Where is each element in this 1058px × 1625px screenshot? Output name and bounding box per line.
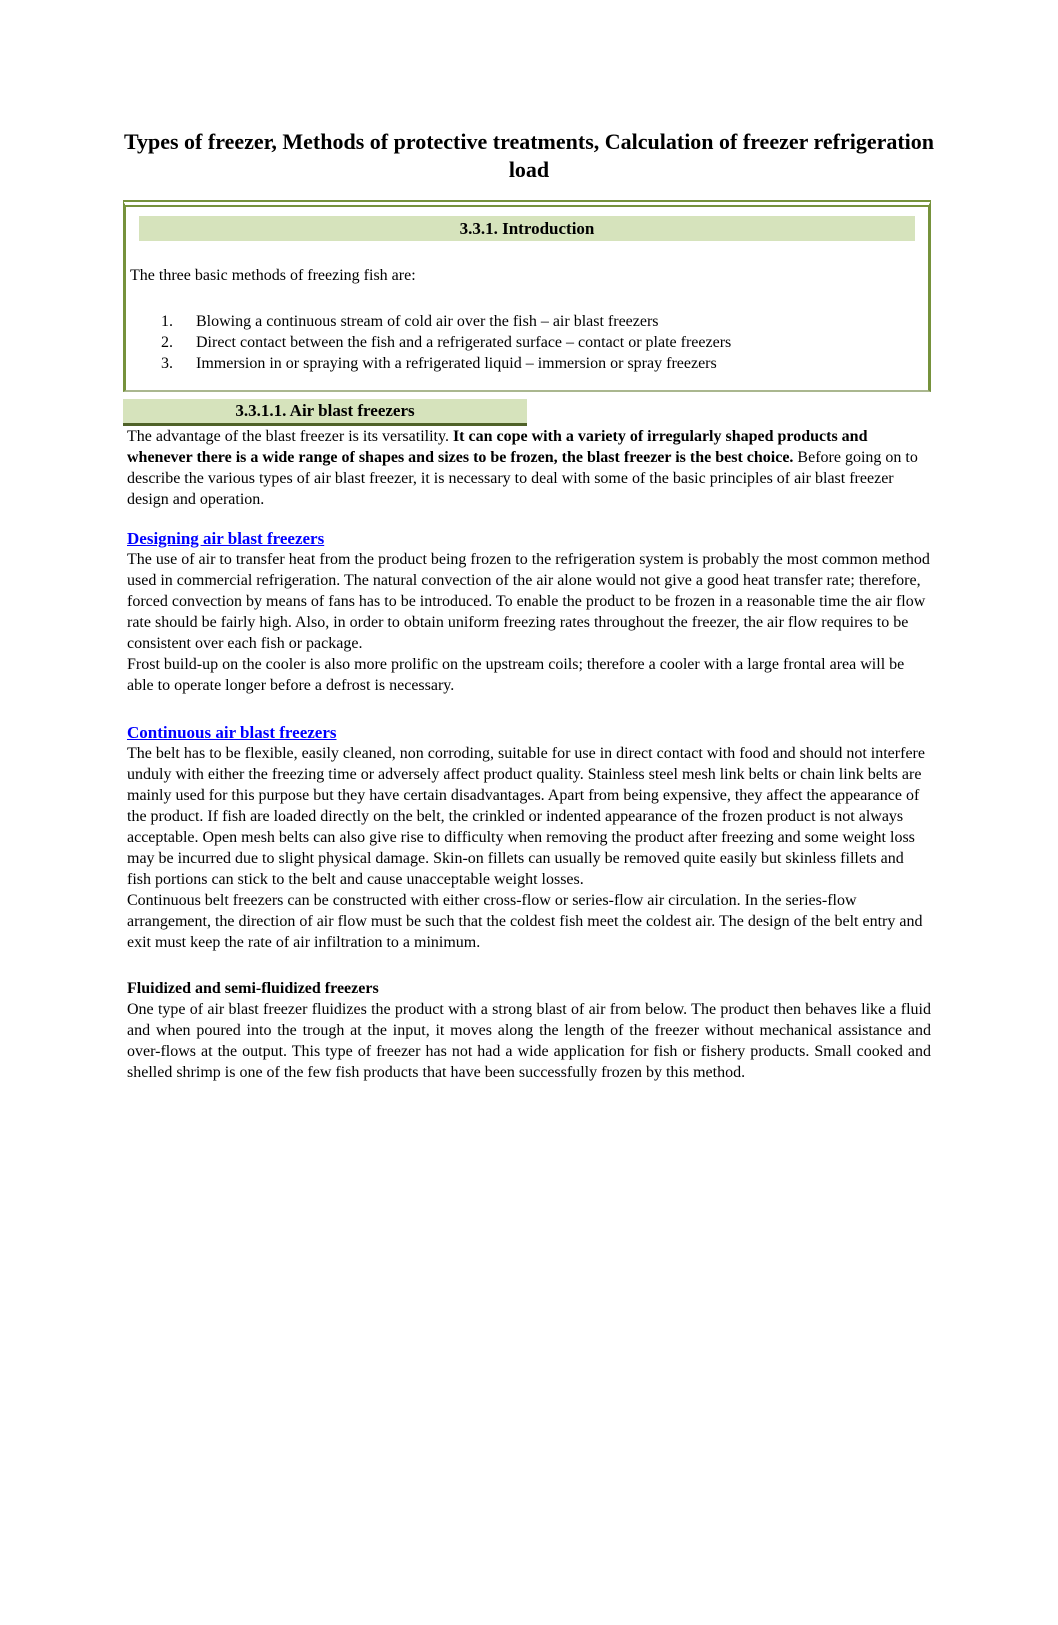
list-item-text: Immersion in or spraying with a refrigerated liquid – immersion or spray freezers [196, 355, 717, 372]
paragraph-run: Before going on to describe the various types of air blast freezer, it is necessary to deal with some of the basic principles of air blast freezer design and operation. [127, 449, 918, 508]
paragraph-fluidized-freezers: One type of air blast freezer fluidizes the product with a strong blast of air from below. The product then behaves like a fluid and when poured into the trough at the input, it moves along the length of the freezer without mechanical assistance and over-flows at the output. This type of freezer has not had a wide application for fish or fishery products. Small cooked and shelled shrimp is one of the few fish products that have been successfully frozen by this method. [127, 1001, 931, 1081]
list-item [161, 332, 928, 353]
paragraph-continuous-belt-freezers: Continuous belt freezers can be constructed with either cross-flow or series-flow air circulation. In the series-flow arrangement, the direction of air flow must be such that the coldest fish meet the coldest air. The design of the belt entry and exit must keep the rate of air infiltration to a minimum. [127, 892, 923, 951]
paragraph-air-heat-transfer: The use of air to transfer heat from the product being frozen to the refrigeration system is probably the most common method used in commercial refrigeration. The natural convection of the air alone would not give a good heat transfer rate; therefore, forced convection by means of fans has to be introduced. To enable the product to be frozen in a reasonable time the air flow rate should be fairly high. Also, in order to obtain uniform freezing rates throughout the freezer, the air flow requires to be consistent over each fish or package. [127, 551, 930, 652]
page-title: Types of freezer, Methods of protective treatments, Calculation of freezer refrigeration load [123, 129, 935, 182]
list-item-number: 1. [161, 313, 173, 330]
fluidized-freezers-subheading: Fluidized and semi-fluidized freezers [127, 980, 379, 997]
list-item-text: Direct contact between the fish and a refrigerated surface – contact or plate freezers [196, 334, 732, 351]
list-item-number: 3. [161, 355, 173, 372]
paragraph-run: The advantage of the blast freezer is its versatility. [127, 428, 453, 445]
air-blast-freezers-heading: 3.3.1.1. Air blast freezers [123, 399, 527, 426]
freezing-methods-list [126, 311, 928, 374]
list-item [161, 311, 928, 332]
continuous-air-blast-freezers-link[interactable]: Continuous air blast freezers [127, 723, 337, 742]
introduction-box [123, 200, 931, 392]
list-item [161, 353, 928, 374]
introduction-heading: 3.3.1. Introduction [139, 216, 915, 241]
paragraph-belt-properties: The belt has to be flexible, easily cleaned, non corroding, suitable for use in direct contact with food and should not interfere unduly with either the freezing time or adversely affect product quality. Stainless steel mesh link belts or chain link belts are mainly used for this purpose but they have certain disadvantages. Apart from being expensive, they affect the appearance of the product. If fish are loaded directly on the belt, the crinkled or indented appearance of the frozen product is not always acceptable. Open mesh belts can also give rise to difficulty when removing the product after freezing and some weight loss may be incurred due to slight physical damage. Skin-on fillets can usually be removed quite easily but skinless fillets and fish portions can stick to the belt and cause unacceptable weight losses. [127, 745, 925, 888]
paragraph-blast-freezer-advantage [127, 426, 931, 510]
list-item-text: Blowing a continuous stream of cold air over the fish – air blast freezers [196, 313, 659, 330]
document-page [0, 128, 1058, 1625]
designing-air-blast-freezers-link[interactable]: Designing air blast freezers [127, 529, 325, 548]
paragraph-bold-run: It can cope with a variety of irregularly shaped products and whenever there is a wide range of shapes and sizes to be frozen, the blast freezer is the best choice. [127, 428, 868, 466]
paragraph-frost-buildup: Frost build-up on the cooler is also more prolific on the upstream coils; therefore a cooler with a large frontal area will be able to operate longer before a defrost is necessary. [127, 656, 905, 694]
list-item-number: 2. [161, 334, 173, 351]
introduction-lead-text: The three basic methods of freezing fish are: [130, 267, 416, 284]
